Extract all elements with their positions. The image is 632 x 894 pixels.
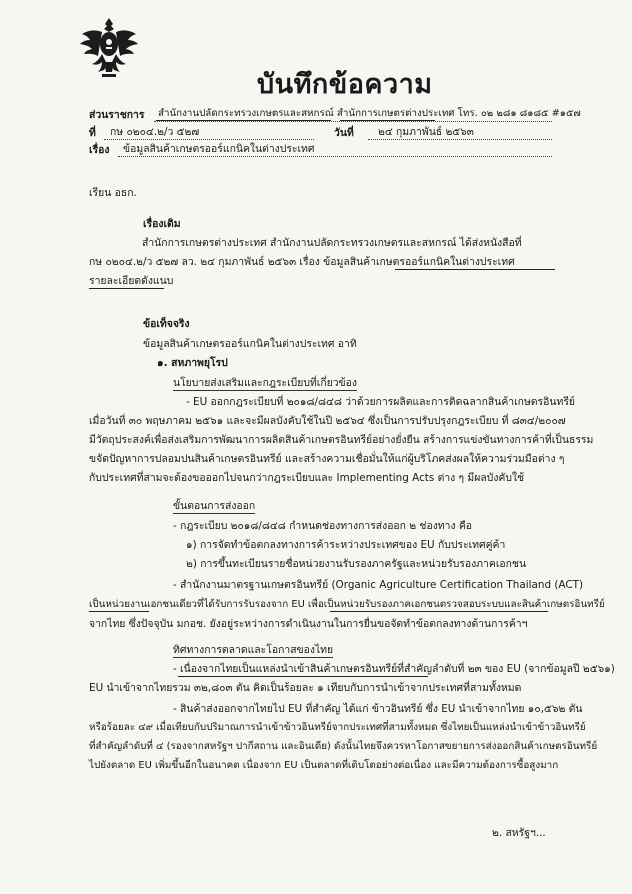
- policy-line-4: ขจัดปัญหาการปลอมปนสินค้าเกษตรอินทรีย์ และสร้างความเชื่อมั่นให้แก่ผู้บริโภคส่งผลให้ความร่วมมือต่าง ๆ: [89, 453, 565, 465]
- subheading-market: ทิศทางการตลาดและโอกาสของไทย: [173, 644, 334, 656]
- section-eu: ๑. สหภาพยุโรป: [157, 357, 228, 369]
- market-line-3: - สินค้าส่งออกจากไทยไป EU ที่สำคัญ ได้แก่ ข้าวอินทรีย์ ซึ่ง EU นำเข้าจากไทย ๑๐,๕๖๒ ตัน: [173, 703, 583, 715]
- facts-intro: ข้อมูลสินค้าเกษตรออร์แกนิคในต่างประเทศ อาทิ: [143, 338, 357, 350]
- subheading-export: ขั้นตอนการส่งออก: [173, 500, 256, 512]
- export-line-1: - กฎระเบียบ ๒๐๑๘/๘๔๘ กำหนดช่องทางการส่งออก ๒ ช่องทาง คือ: [173, 520, 473, 532]
- market-line-5: ที่สำคัญลำดับที่ ๔ (รองจากสหรัฐฯ ปากีสถาน และอินเดีย) ดังนั้นไทยจึงควรหาโอกาสขยายการส่งออกสินค้าเกษตรอินทรีย์: [89, 741, 598, 752]
- facts-heading: ข้อเท็จจริง: [143, 318, 190, 330]
- memo-title: บันทึกข้อความ: [257, 69, 433, 100]
- export-line-3: ๒) การขึ้นทะเบียนรายชื่อหน่วยงานรับรองภาครัฐและหน่วยรับรองภาคเอกชน: [186, 558, 527, 570]
- market-line-6: ไปยังตลาด EU เพิ่มขึ้นอีกในอนาคต เนื่องจาก EU เป็นตลาดที่เติบโตอย่างต่อเนื่อง และมีความต้องการซื้อสูงมาก: [89, 760, 559, 771]
- export-line-6: จากไทย ซึ่งปัจจุบัน มกอช. ยังอยู่ระหว่างการดำเนินงานในการยื่นขอจัดทำข้อตกลงทางด้านการค้าฯ: [89, 618, 528, 630]
- salutation: เรียน อธก.: [89, 187, 137, 199]
- agency-value: สำนักงานปลัดกระทรวงเกษตรและสหกรณ์ สำนักการเกษตรต่างประเทศ โทร. ๐๒ ๒๘๑ ๘๑๘๕ #๑๕๗: [158, 108, 581, 119]
- continuation-marker: ๒. สหรัฐฯ...: [492, 827, 546, 839]
- policy-line-5: กับประเทศที่สามจะต้องขอออกไปจนกว่ากฎระเบียบและ Implementing Acts ต่าง ๆ มีผลบังคับใช้: [89, 472, 525, 484]
- policy-line-2: เมื่อวันที่ ๓๐ พฤษภาคม ๒๕๖๑ และจะมีผลบังคับใช้ในปี ๒๕๖๔ ซึ่งเป็นการปรับปรุงกฎระเบียบ ที่ ๘๓๔/๒๐๐๗: [89, 415, 566, 427]
- export-line-5: เป็นหน่วยงานเอกชนเดียวที่ได้รับการรับรองจาก EU เพื่อเป็นหน่วยรับรองภาคเอกชนตรวจสอบระบบและสินค้าเกษตรอินทรีย์: [89, 599, 605, 610]
- background-line-3: รายละเอียดดังแนบ: [89, 275, 174, 287]
- subheading-policy: นโยบายส่งเสริมและกฎระเบียบที่เกี่ยวข้อง: [173, 377, 357, 389]
- export-line-2: ๑) การจัดทำข้อตกลงทางการค้าระหว่างประเทศของ EU กับประเทศคู่ค้า: [186, 539, 506, 551]
- date-value: ๒๔ กุมภาพันธ์ ๒๕๖๓: [378, 126, 474, 138]
- market-line-2: EU นำเข้าจากไทยรวม ๓๒,๘๐๓ ตัน คิดเป็นร้อยละ ๑ เทียบกับการนำเข้าจากประเทศที่สามทั้งหมด: [89, 682, 522, 694]
- garuda-emblem-icon: [78, 14, 140, 80]
- market-line-4: หรือร้อยละ ๔๙ เมื่อเทียบกับปริมาณการนำเข้าข้าวอินทรีย์จากประเทศที่สามทั้งหมด ซึ่งไทยเป็นแหล่งนำเข้าข้าวอินทรีย์: [89, 722, 586, 733]
- date-label: วันที่: [334, 127, 354, 139]
- ref-value: กษ ๐๒๐๔.๒/ว ๕๒๗: [110, 126, 200, 138]
- market-line-1: - เนื่องจากไทยเป็นแหล่งนำเข้าสินค้าเกษตรอินทรีย์ที่สำคัญลำดับที่ ๒๓ ของ EU (จากข้อมูลปี ๒๕๖๑): [173, 663, 615, 675]
- background-heading: เรื่องเดิม: [143, 218, 181, 230]
- ref-label: ที่: [89, 127, 96, 139]
- subject-value: ข้อมูลสินค้าเกษตรออร์แกนิคในต่างประเทศ: [123, 143, 315, 155]
- background-line-1: สำนักการเกษตรต่างประเทศ สำนักงานปลัดกระทรวงเกษตรและสหกรณ์ ได้ส่งหนังสือที่: [142, 237, 522, 249]
- background-line-2: กษ ๐๒๐๔.๒/ว ๕๒๗ ลว. ๒๔ กุมภาพันธ์ ๒๕๖๓ เรื่อง ข้อมูลสินค้าเกษตรออร์แกนิคในต่างประเทศ: [89, 256, 515, 268]
- agency-label: ส่วนราชการ: [89, 109, 145, 121]
- policy-line-1: - EU ออกกฎระเบียบที่ ๒๐๑๘/๘๔๘ ว่าด้วยการผลิตและการติดฉลากสินค้าเกษตรอินทรีย์: [186, 396, 575, 408]
- policy-line-3: มีวัตถุประสงค์เพื่อส่งเสริมการพัฒนาการผลิตสินค้าเกษตรอินทรีย์อย่างยั่งยืน สร้างการแข่งขันทางการค้าที่เป็นธรรม: [89, 434, 594, 446]
- subject-label: เรื่อง: [89, 144, 110, 156]
- export-line-4: - สำนักงานมาตรฐานเกษตรอินทรีย์ (Organic Agriculture Certification Thailand (ACT): [173, 579, 583, 591]
